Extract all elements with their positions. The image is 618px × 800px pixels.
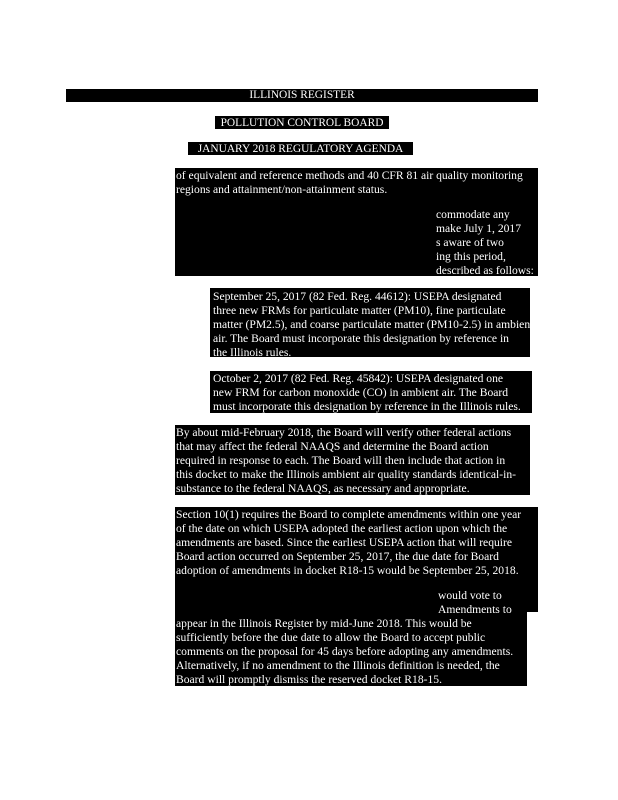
- para1-line: this docket to make the Illinois ambient air quality standards identical-in-: [176, 468, 516, 481]
- para1-line: By about mid-February 2018, the Board will verify other federal actions: [176, 426, 512, 439]
- partial-line: ing this period,: [436, 250, 506, 263]
- partial-line: make July 1, 2017: [436, 222, 522, 235]
- para3-line: sufficiently before the due date to allow the Board to accept public: [176, 631, 486, 644]
- para3-line: comments on the proposal for 45 days before adopting any amendments.: [176, 645, 514, 658]
- item1-line: the Illinois rules.: [213, 346, 292, 359]
- para2-line: of the date on which USEPA adopted the earliest action upon which the: [176, 522, 508, 535]
- intro-line: of equivalent and reference methods and 40 CFR 81 air quality monitoring: [176, 169, 523, 182]
- item1-line: September 25, 2017 (82 Fed. Reg. 44612): USEPA designated: [213, 290, 502, 303]
- partial-line: described as follows:: [436, 264, 534, 277]
- para2-line: adoption of amendments in docket R18-15 would be September 25, 2018.: [176, 564, 519, 577]
- partial-line: commodate any: [436, 208, 510, 221]
- para1-line: substance to the federal NAAQS, as necessary and appropriate.: [176, 482, 470, 495]
- partial-line: s aware of two: [436, 236, 504, 249]
- para3-line: appear in the Illinois Register by mid-June 2018. This would be: [176, 617, 472, 630]
- para2-line: amendments are based. Since the earliest USEPA action that will require: [176, 536, 513, 549]
- intro-line: regions and attainment/non-attainment status.: [176, 183, 388, 196]
- item2-line: must incorporate this designation by reference in the Illinois rules.: [213, 400, 521, 413]
- para2-line: Section 10(1) requires the Board to complete amendments within one year: [176, 508, 522, 521]
- item1-line: air. The Board must incorporate this designation by reference in: [213, 332, 509, 345]
- register-title: ILLINOIS REGISTER: [249, 89, 355, 101]
- item1-line: three new FRMs for particulate matter (PM10), fine particulate: [213, 304, 506, 317]
- para1-line: required in response to each. The Board will then include that action in: [176, 454, 506, 467]
- item2-line: October 2, 2017 (82 Fed. Reg. 45842): USEPA designated one: [213, 372, 504, 385]
- board-title: POLLUTION CONTROL BOARD: [220, 117, 384, 129]
- agenda-title: JANUARY 2018 REGULATORY AGENDA: [197, 143, 404, 155]
- item1-line: matter (PM2.5), and coarse particulate matter (PM10-2.5) in ambient: [213, 318, 534, 331]
- para2-line: Board action occurred on September 25, 2017, the due date for Board: [176, 550, 499, 563]
- para3-line: Alternatively, if no amendment to the Illinois definition is needed, the: [176, 659, 500, 672]
- para3-line: Board will promptly dismiss the reserved docket R18-15.: [176, 673, 442, 686]
- para3-partial-line: would vote to: [438, 589, 502, 602]
- para1-line: that may affect the federal NAAQS and determine the Board action: [176, 440, 489, 453]
- para3-partial-line: Amendments to: [438, 603, 512, 616]
- item2-line: new FRM for carbon monoxide (CO) in ambient air. The Board: [213, 386, 509, 399]
